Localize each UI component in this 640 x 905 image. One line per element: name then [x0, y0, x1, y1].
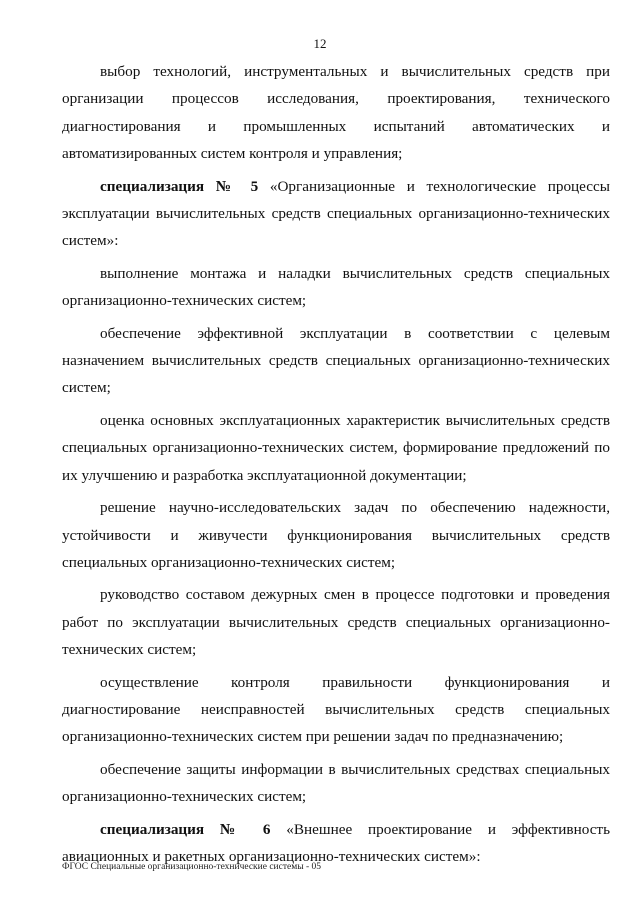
- specialization-paragraph: [62, 173, 610, 255]
- paragraph-text: решение научно-исследовательских задач по обеспечению надежности, устойчивости и живучести функционирования вычислительных средств специальных организационно-технических систем;: [62, 499, 610, 571]
- paragraph-text: выбор технологий, инструментальных и вычислительных средств при организации процессов исследования, проектирования, технического диагностирования и промышленных испытаний автоматических и автоматизированных систем контроля и управления;: [62, 63, 610, 163]
- paragraph-text: обеспечение эффективной эксплуатации в соответствии с целевым назначением вычислительных средств специальных организационно-технических систем;: [62, 324, 610, 397]
- paragraph-text: обеспечение защиты информации в вычислительных средствах специальных организационно-технических систем;: [62, 760, 610, 806]
- paragraph: [62, 407, 610, 489]
- paragraph: [62, 581, 610, 663]
- specialization-heading: специализация № 5: [100, 177, 259, 195]
- paragraph-text: «Внешнее проектирование и эффективность авиационных и ракетных организационно-технических систем»:: [62, 820, 610, 865]
- paragraph-text: руководство составом дежурных смен в процессе подготовки и проведения работ по эксплуатации вычислительных средств специальных организационно-технических систем;: [62, 586, 610, 659]
- document-body: [62, 58, 610, 875]
- page-number: 12: [313, 36, 327, 51]
- paragraph-text: оценка основных эксплуатационных характеристик вычислительных средств специальных организационно-технических систем, формирование предложений по их улучшению и разработка эксплуатационной документации;: [62, 411, 610, 484]
- paragraph: [62, 669, 610, 751]
- paragraph: [62, 58, 610, 168]
- specialization-heading: специализация № 6: [100, 820, 271, 838]
- paragraph-text: «Организационные и технологические процессы эксплуатации вычислительных средств специальных организационно-технических систем»:: [62, 177, 610, 250]
- paragraph-text: осуществление контроля правильности функционирования и диагностирование неисправностей вычислительных средств специальных организационно-технических систем при решении задач по предназначению;: [62, 673, 610, 746]
- paragraph-text: выполнение монтажа и наладки вычислительных средств специальных организационно-технических систем;: [62, 264, 610, 310]
- paragraph: [62, 494, 610, 576]
- paragraph: [62, 756, 610, 811]
- paragraph: [62, 320, 610, 402]
- document-footer: ФГОС Специальные организационно-технические системы - 05: [62, 862, 322, 872]
- paragraph: [62, 260, 610, 315]
